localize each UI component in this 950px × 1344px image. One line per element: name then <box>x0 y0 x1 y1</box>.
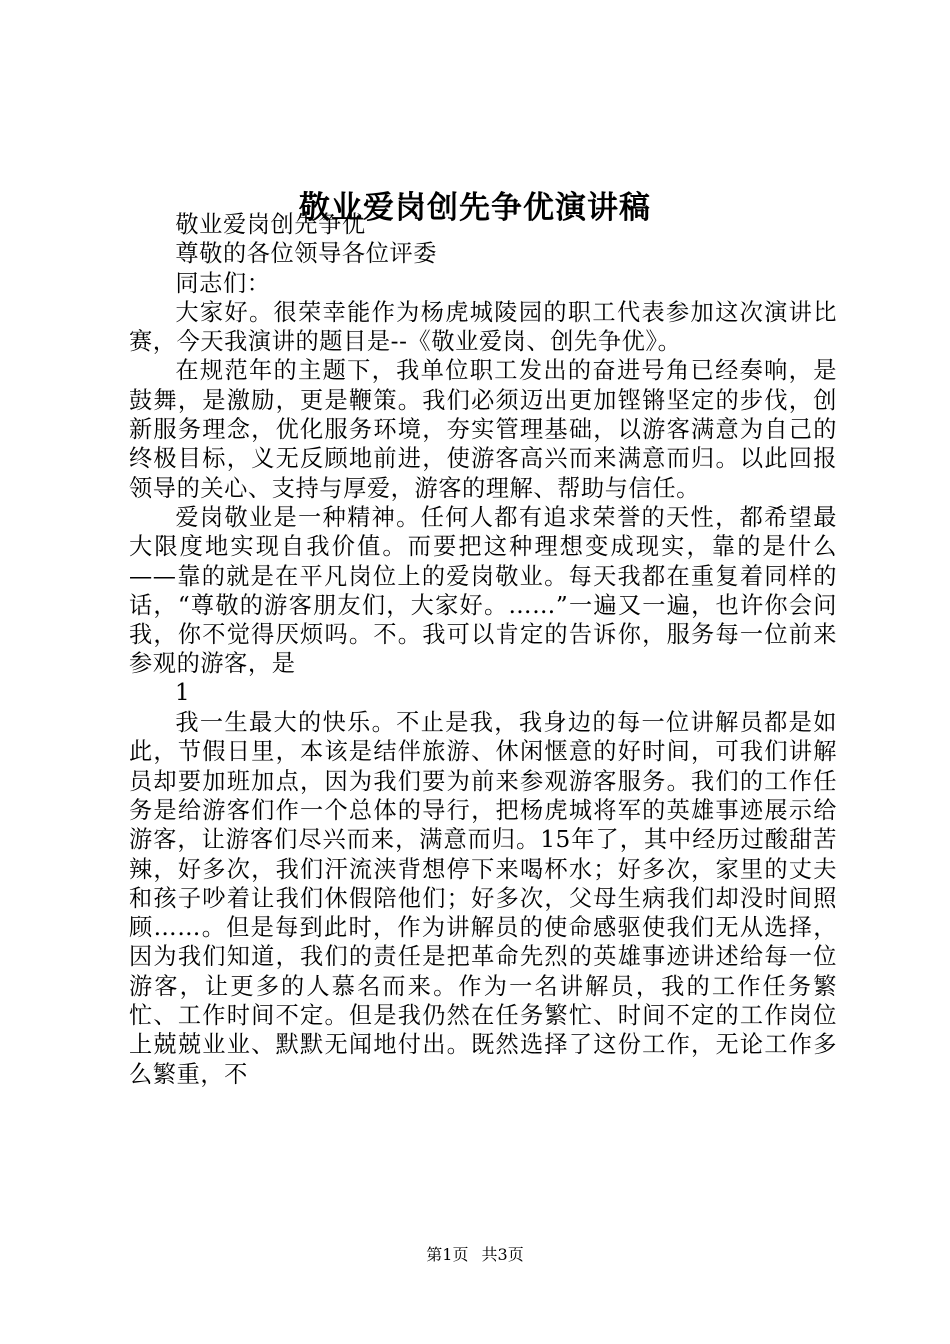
paragraph-dedication: 爱岗敬业是一种精神。任何人都有追求荣誉的天性，都希望最大限度地实现自我价值。而要把这种理想变成现实，靠的是什么——靠的就是在平凡岗位上的爱岗敬业。每天我都在重复着同样的话，“尊敬的游客朋友们，大家好。……”一遍又一遍，也许你会问我，你不觉得厌烦吗。不。我可以肯定的告诉你，服务每一位前来参观的游客，是 <box>129 503 837 678</box>
salutation: 尊敬的各位领导各位评委 <box>175 240 438 268</box>
paragraph-intro: 大家好。很荣幸能作为杨虎城陵园的职工代表参加这次演讲比赛，今天我演讲的题目是--《敬业爱岗、创先争优》。 <box>129 298 837 356</box>
page-marker: 1 <box>175 679 191 706</box>
page-footer <box>0 1244 950 1266</box>
page-number: 第1页 <box>426 1245 469 1264</box>
greeting: 同志们： <box>175 269 271 297</box>
speech-heading: 敬业爱岗创先争优 <box>175 211 366 238</box>
document-body <box>129 210 837 1089</box>
paragraph-theme: 在规范年的主题下，我单位职工发出的奋进号角已经奏响，是鼓舞，是激励，更是鞭策。我们必须迈出更加铿锵坚定的步伐，创新服务理念，优化服务环境，夯实管理基础，以游客满意为自己的终极目标，义无反顾地前进，使游客高兴而来满意而归。以此回报领导的关心、支持与厚爱，游客的理解、帮助与信任。 <box>129 357 837 502</box>
page-total: 共3页 <box>481 1245 524 1264</box>
paragraph-continued: 我一生最大的快乐。不止是我，我身边的每一位讲解员都是如此，节假日里，本该是结伴旅游、休闲惬意的好时间，可我们讲解员却要加班加点，因为我们要为前来参观游客服务。我们的工作任务是给游客们作一个总体的导行，把杨虎城将军的英雄事迹展示给游客，让游客们尽兴而来，满意而归。15年了，其中经历过酸甜苦辣，好多次，我们汗流浃背想停下来喝杯水；好多次，家里的丈夫和孩子吵着让我们休假陪他们；好多次，父母生病我们却没时间照顾……。但是每到此时，作为讲解员的使命感驱使我们无从选择，因为我们知道，我们的责任是把革命先烈的英雄事迹讲述给每一位游客，让更多的人慕名而来。作为一名讲解员，我的工作任务繁忙、工作时间不定。但是我仍然在任务繁忙、时间不定的工作岗位上兢兢业业、默默无闻地付出。既然选择了这份工作，无论工作多么繁重，不 <box>129 709 837 1088</box>
document-title: 敬业爱岗创先争优演讲稿 <box>299 190 651 226</box>
